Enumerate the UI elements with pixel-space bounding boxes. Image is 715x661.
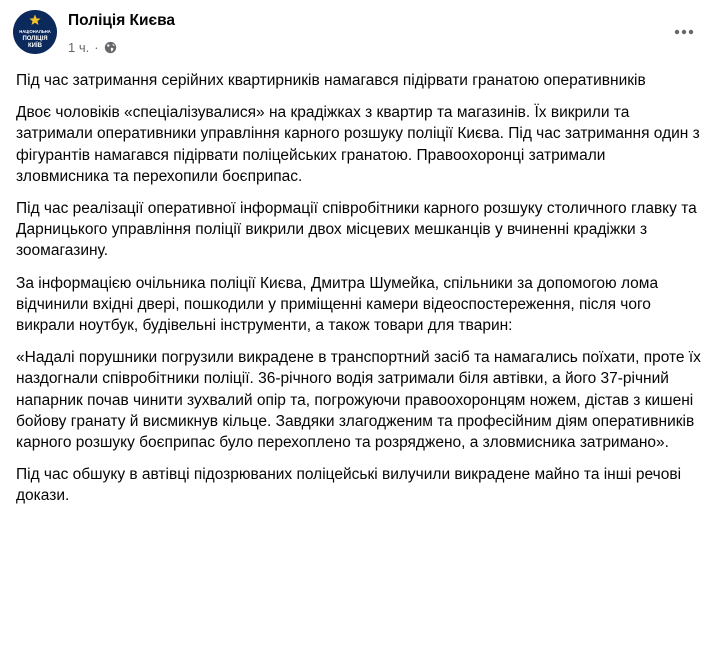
avatar-text-line1: НАЦІОНАЛЬНА	[19, 29, 51, 34]
post-headline: Під час затримання серійних квартирників намагався підірвати гранатою оперативників	[16, 72, 646, 89]
post-meta	[68, 38, 117, 56]
post-paragraph: Двоє чоловіків «спеціалізувалися» на крадіжках з квартир та магазинів. Їх викрили та затримали оперативники управління карного розшуку поліції Києва. Під час затримання один з фігурантів намагався підірвати поліцейських гранатою. Правоохоронці затримали зловмисника та перехопили боєприпас.	[16, 104, 700, 185]
post-paragraph: Під час реалізації оперативної інформації співробітники карного розшуку столичного главку та Дарницького управління поліції викрили двох місцевих мешканців у вчиненні крадіжки з зоомагазину.	[16, 200, 697, 260]
page-avatar[interactable]	[13, 10, 57, 54]
meta-separator: ·	[94, 39, 99, 55]
more-options-icon	[674, 29, 694, 35]
avatar-text-line2: ПОЛІЦІЯ	[22, 36, 48, 42]
post-paragraph: Під час обшуку в автівці підозрюваних поліцейські вилучили викрадене майно та інші речові докази.	[16, 466, 682, 505]
globe-icon[interactable]	[104, 41, 117, 54]
post-header	[0, 0, 715, 66]
avatar-text-line3: КИЇВ	[28, 43, 42, 49]
post-timestamp[interactable]: 1 ч.	[68, 39, 90, 55]
post-body	[16, 70, 702, 518]
post-paragraph: За інформацією очільника поліції Києва, Дмитра Шумейка, спільники за допомогою лома відчинили вхідні двері, пошкодили у приміщенні камери відеоспостереження, після чого викрали ноутбук, будівельні інструменти, а також товари для тварин:	[16, 274, 659, 335]
more-options-button[interactable]	[666, 18, 702, 46]
page-name-link[interactable]: Поліція Києва	[68, 12, 176, 29]
post-quote: «Надалі порушники погрузили викрадене в транспортний засіб та намагались поїхати, проте їх наздогнали співробітники поліції. 36-річного водія затримали біля автівки, а його 37-річний напарник почав чинити зухвалий опір та, погрожуючи правоохоронцям ножем, дістав з кишені бойову гранату й висмикнув кільце. Завдяки злагодженим та професійним діям оперативників карного розшуку боєприпас було перехоплено та розряджено, а зловмисника затримано».	[16, 349, 701, 452]
